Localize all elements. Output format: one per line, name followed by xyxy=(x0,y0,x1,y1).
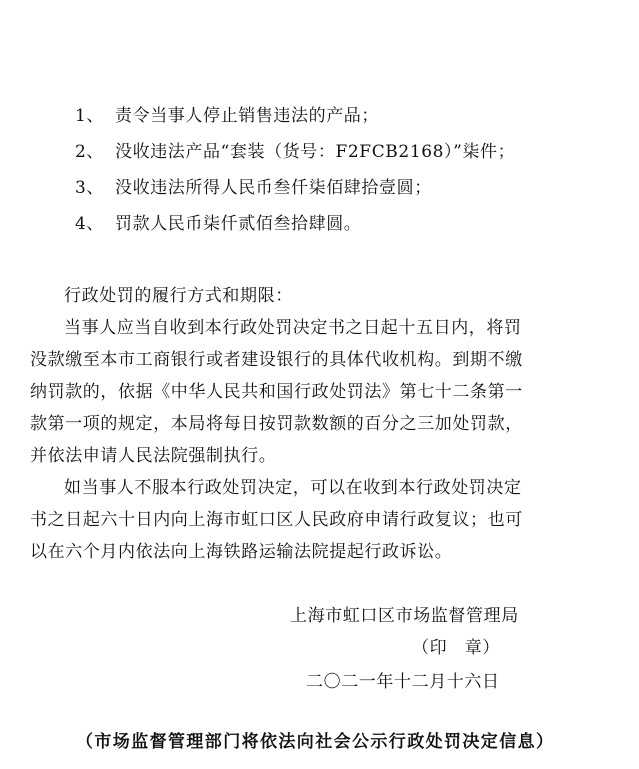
performance-line: 款第一项的规定，本局将每日按罚款数额的百分之三加处罚款， xyxy=(30,414,523,434)
performance-heading: 行政处罚的履行方式和期限： xyxy=(64,286,293,306)
decision-text: 责令当事人停止销售违法的产品； xyxy=(115,106,379,126)
seal-label: （印 章） xyxy=(412,638,500,658)
decision-text: 没收违法所得人民币叁仟柒佰肆拾壹圆； xyxy=(115,178,432,198)
decision-number: 4、 xyxy=(75,214,105,234)
decision-item xyxy=(75,104,379,128)
performance-line: 并依法申请人民法院强制执行。 xyxy=(30,446,277,466)
appeal-line: 如当事人不服本行政处罚决定，可以在收到本行政处罚决定 xyxy=(64,478,522,498)
appeal-line: 书之日起六十日内向上海市虹口区人民政府申请行政复议；也可 xyxy=(30,510,523,530)
decision-number: 3、 xyxy=(75,178,105,198)
footer-note: （市场监督管理部门将依法向社会公示行政处罚决定信息） xyxy=(76,732,555,752)
issue-date: 二〇二一年十二月十六日 xyxy=(306,672,500,692)
appeal-line: 以在六个月内依法向上海铁路运输法院提起行政诉讼。 xyxy=(30,542,453,562)
decision-item xyxy=(75,140,515,164)
performance-line: 当事人应当自收到本行政处罚决定书之日起十五日内，将罚 xyxy=(64,318,522,338)
performance-line: 纳罚款的，依据《中华人民共和国行政处罚法》第七十二条第一 xyxy=(30,382,523,402)
decision-text: 罚款人民币柒仟贰佰叁拾肆圆。 xyxy=(115,214,362,234)
decision-item xyxy=(75,212,361,236)
decision-item xyxy=(75,176,432,200)
issuing-authority: 上海市虹口区市场监督管理局 xyxy=(290,606,519,626)
decision-number: 1、 xyxy=(75,106,105,126)
performance-line: 没款缴至本市工商银行或者建设银行的具体代收机构。到期不缴 xyxy=(30,350,523,370)
decision-number: 2、 xyxy=(75,142,105,162)
decision-text: 没收违法产品“套装（货号：F2FCB2168）”柒件； xyxy=(115,142,516,162)
